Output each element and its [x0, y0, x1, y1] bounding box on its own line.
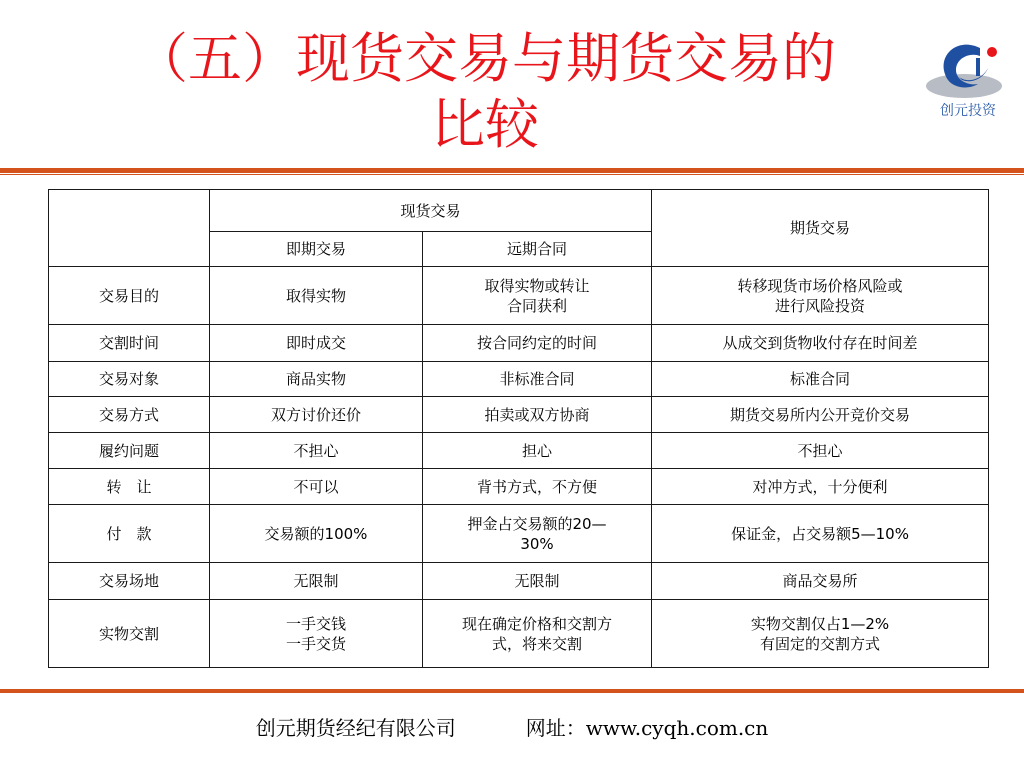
cell-futures: 转移现货市场价格风险或 进行风险投资: [652, 267, 989, 325]
cell-immediate: 双方讨价还价: [210, 397, 423, 433]
cell-forward: 非标准合同: [423, 362, 652, 397]
cell-futures: 从成交到货物收付存在时间差: [652, 325, 989, 362]
cell-immediate: 交易额的100%: [210, 505, 423, 563]
table-row: [49, 563, 989, 600]
cell-futures: 期货交易所内公开竞价交易: [652, 397, 989, 433]
header-spot-trading: 现货交易: [210, 190, 652, 232]
table-row: [49, 469, 989, 505]
comparison-table: [48, 189, 989, 668]
table-row: [49, 433, 989, 469]
table-row: [49, 267, 989, 325]
cell-forward: 担心: [423, 433, 652, 469]
table-row: [49, 397, 989, 433]
page-title-line-1: （五）现货交易与期货交易的: [134, 27, 836, 90]
row-label: 交割时间: [49, 325, 210, 362]
table-row: [49, 505, 989, 563]
cell-futures: 保证金，占交易额5—10%: [652, 505, 989, 563]
page-title-line-2: 比较: [431, 93, 539, 156]
row-label: 交易场地: [49, 563, 210, 600]
cell-immediate: 不可以: [210, 469, 423, 505]
cell-immediate: 商品实物: [210, 362, 423, 397]
header-immediate-trading: 即期交易: [210, 232, 423, 267]
cell-immediate: 即时成交: [210, 325, 423, 362]
cell-futures: 不担心: [652, 433, 989, 469]
cell-forward: 取得实物或转让 合同获利: [423, 267, 652, 325]
corner-cell: [49, 190, 210, 267]
header-divider: [0, 168, 1024, 173]
page-title: [60, 26, 910, 158]
cell-immediate: 无限制: [210, 563, 423, 600]
row-label: 转 让: [49, 469, 210, 505]
cell-forward: 背书方式，不方便: [423, 469, 652, 505]
cell-futures: 实物交割仅占1—2% 有固定的交割方式: [652, 600, 989, 668]
cell-forward: 无限制: [423, 563, 652, 600]
row-label: 履约问题: [49, 433, 210, 469]
cell-forward: 现在确定价格和交割方 式，将来交割: [423, 600, 652, 668]
table-header-row: [49, 190, 989, 232]
header-futures-trading: 期货交易: [652, 190, 989, 267]
table-row: [49, 600, 989, 668]
cell-forward: 押金占交易额的20— 30%: [423, 505, 652, 563]
logo-text: 创元投资: [940, 102, 996, 118]
footer: [0, 712, 1024, 741]
row-label: 实物交割: [49, 600, 210, 668]
footer-divider: [0, 689, 1024, 693]
cell-futures: 标准合同: [652, 362, 989, 397]
cell-immediate: 一手交钱 一手交货: [210, 600, 423, 668]
row-label: 交易目的: [49, 267, 210, 325]
cell-immediate: 取得实物: [210, 267, 423, 325]
footer-company-name: 创元期货经纪有限公司: [255, 716, 456, 740]
row-label: 交易方式: [49, 397, 210, 433]
row-label: 付 款: [49, 505, 210, 563]
cell-forward: 拍卖或双方协商: [423, 397, 652, 433]
cell-forward: 按合同约定的时间: [423, 325, 652, 362]
row-label: 交易对象: [49, 362, 210, 397]
table-row: [49, 362, 989, 397]
table-row: [49, 325, 989, 362]
footer-website: 网址：www.cyqh.com.cn: [525, 716, 769, 740]
cell-immediate: 不担心: [210, 433, 423, 469]
cell-futures: 对冲方式，十分便利: [652, 469, 989, 505]
cell-futures: 商品交易所: [652, 563, 989, 600]
header-forward-contract: 远期合同: [423, 232, 652, 267]
